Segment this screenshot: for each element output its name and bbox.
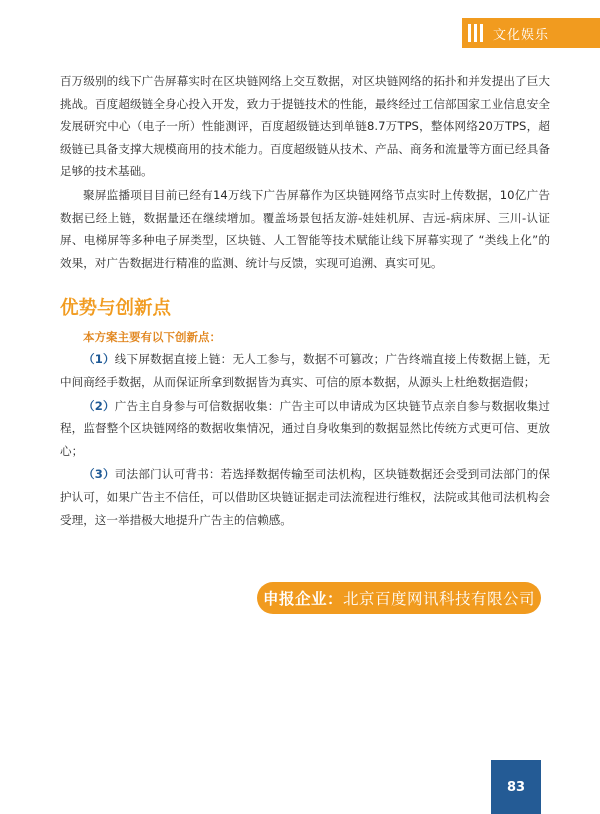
advantage-item-2 — [60, 395, 550, 463]
section-label: 文化娱乐 — [493, 27, 550, 43]
applicant-company: 北京百度网讯科技有限公司 — [343, 590, 536, 608]
advantage-item-number: （2） — [83, 398, 115, 413]
page-number-badge — [491, 760, 541, 814]
page-content — [60, 70, 550, 531]
advantage-item-1 — [60, 348, 550, 393]
applicant-company-banner — [257, 582, 541, 614]
advantage-item-text: 司法部门认可背书：若选择数据传输至司法机构，区块链数据还会受到司法部门的保护认可，如果广告主不信任，可以借助区块链证据走司法流程进行维权，法院或其他司法机构会受理，这一举措极大地提升广告主的信赖感。 — [60, 467, 550, 527]
advantages-subtitle: 本方案主要有以下创新点： — [83, 330, 221, 345]
applicant-label: 申报企业： — [262, 590, 343, 608]
advantage-item-number: （1） — [83, 352, 115, 367]
header-bars-decoration — [468, 24, 483, 42]
advantage-item-number: （3） — [83, 467, 115, 482]
advantage-item-3 — [60, 463, 550, 531]
body-paragraph-1: 百万级别的线下广告屏幕实时在区块链网络上交互数据，对区块链网络的拓扑和并发提出了巨大挑战。百度超级链全身心投入开发，致力于提链技术的性能，最终经过工信部国家工业信息安全发展研究中心（电子一所）性能测评，百度超级链达到单链8.7万TPS，整体网络20万TPS，超级链已具备支撑大规模商用的技术能力。百度超级链从技术、产品、商务和流量等方面已经具备足够的技术基础。 — [60, 74, 550, 179]
page-number: 83 — [506, 779, 526, 795]
section-header-tab — [462, 18, 600, 48]
advantage-item-text: 线下屏数据直接上链：无人工参与，数据不可篡改；广告终端直接上传数据上链，无中间商经手数据，从而保证所拿到数据皆为真实、可信的原本数据，从源头上杜绝数据造假； — [60, 352, 550, 389]
advantage-item-text: 广告主自身参与可信数据收集：广告主可以申请成为区块链节点亲自参与数据收集过程，监督整个区块链网络的数据收集情况，通过自身收集到的数据显然比传统方式更可信、更放心； — [60, 398, 550, 458]
body-paragraph-2: 聚屏监播项目目前已经有14万线下广告屏幕作为区块链网络节点实时上传数据，10亿广告数据已经上链，数据量还在继续增加。覆盖场景包括友游-娃娃机屏、吉远-病床屏、三川-认证屏、电梯屏等多种电子屏类型，区块链、人工智能等技术赋能让线下屏幕实现了 “类线上化”的效果，对广告数据进行精准的监测、统计与反馈，实现可追溯、真实可见。 — [60, 187, 550, 270]
advantages-title: 优势与创新点 — [60, 298, 172, 320]
